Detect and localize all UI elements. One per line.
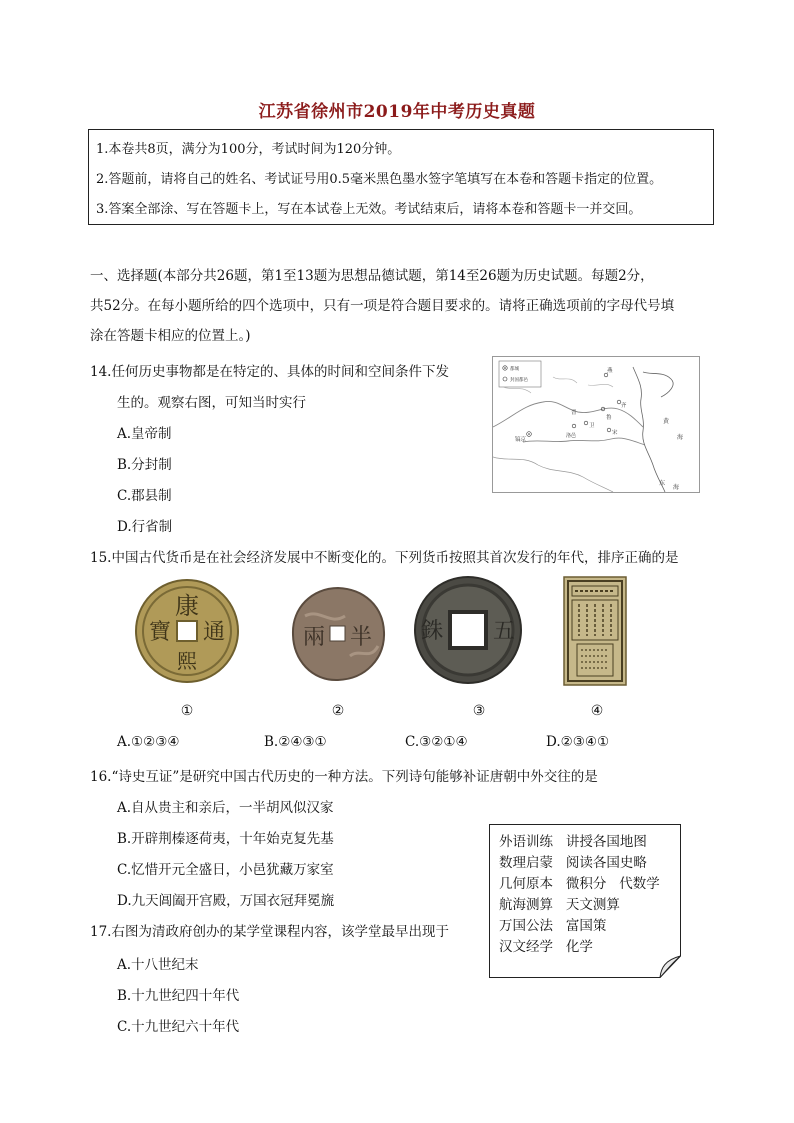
course-line-1: 外语训练 讲授各国地图	[499, 834, 647, 850]
notice-line-3: 3.答案全部涂、写在答题卡上，写在本试卷上无效。考试结束后，请将本卷和答题卡一并交回。	[96, 202, 642, 217]
map-drawing	[493, 357, 699, 492]
map-label-haojing: 镐京	[515, 437, 527, 443]
q15-option-d[interactable]: D.②③④①	[546, 734, 610, 750]
q14-option-c[interactable]: C.郡县制	[117, 488, 172, 504]
q15-stem: 15.中国古代货币是在社会经济发展中不断变化的。下列货币按照其首次发行的年代，排序正确的是	[90, 550, 679, 566]
q14-stem-line-2: 生的。观察右图，可知当时实行	[117, 395, 306, 411]
section-header-line-2: 共52分。在每小题所给的四个选项中，只有一项是符合题目要求的。请将正确选项前的字母代号填	[90, 298, 675, 314]
q15-option-a[interactable]: A.①②③④	[117, 734, 180, 750]
map-label-sea-2: 海	[673, 484, 680, 491]
notice-line-2: 2.答题前，请将自己的姓名、考试证号用0.5毫米黑色墨水签字笔填写在本卷和答题卡指定的位置。	[96, 172, 663, 187]
map-label-qi: 齐	[621, 403, 627, 409]
coin2-char-left: 兩	[302, 625, 326, 650]
q16-option-b[interactable]: B.开辟荆榛逐荷夷，十年始克复先基	[117, 831, 334, 847]
legend-capital: 都城	[510, 367, 519, 372]
q14-option-b[interactable]: B.分封制	[117, 457, 172, 473]
q16-option-d[interactable]: D.九天阊阖开宫殿，万国衣冠拜冕旒	[117, 893, 335, 909]
coin1-char-top: 康	[175, 592, 199, 620]
q17-option-a[interactable]: A.十八世纪末	[117, 957, 199, 973]
map-label-yan: 燕	[607, 368, 613, 374]
map-label-wei: 卫	[589, 423, 595, 429]
q16-option-c[interactable]: C.忆惜开元全盛日，小邑犹藏万家室	[117, 862, 334, 878]
coin-wuzhu-image	[412, 574, 524, 686]
map-label-lu: 鲁	[606, 415, 612, 421]
map-label-sea-1: 海	[677, 434, 684, 441]
curriculum-note	[489, 824, 681, 978]
coin1-char-right: 通	[202, 620, 226, 645]
coin2-char-right: 半	[349, 625, 373, 650]
western-zhou-map	[492, 356, 700, 493]
jiaozi-paper-money-image	[563, 576, 627, 686]
q16-option-a[interactable]: A.自从贵主和亲后，一半胡风似汉家	[117, 800, 334, 816]
course-line-2: 数理启蒙 阅读各国史略	[499, 855, 647, 871]
map-label-jin: 晋	[571, 410, 577, 416]
section-header-line-3: 涂在答题卡相应的位置上。)	[90, 328, 251, 344]
coin3-char-left: 銖	[420, 619, 444, 644]
course-line-3: 几何原本 微积分 代数学	[499, 876, 660, 892]
coin3-char-right: 五	[492, 619, 516, 644]
notice-box	[88, 129, 714, 225]
notice-line-1: 1.本卷共8页，满分为100分，考试时间为120分钟。	[96, 142, 401, 157]
legend-fief: 封国都邑	[510, 378, 528, 383]
q15-option-c[interactable]: C.③②①④	[405, 734, 468, 750]
course-line-6: 汉文经学 化学	[499, 939, 593, 955]
map-label-song: 宋	[612, 430, 618, 436]
coin1-char-bottom: 熙	[177, 649, 197, 673]
coin1-char-left: 寶	[148, 620, 172, 645]
coin-label-1: ①	[180, 703, 194, 719]
coin-kangxi-image	[134, 578, 240, 684]
q14-option-a[interactable]: A.皇帝制	[117, 426, 172, 442]
q17-option-b[interactable]: B.十九世纪四十年代	[117, 988, 240, 1004]
coin-label-4: ④	[590, 703, 604, 719]
coin-label-2: ②	[331, 703, 345, 719]
section-header-line-1: 一、选择题(本部分共26题，第1至13题为思想品德试题，第14至26题为历史试题。每题2分，	[90, 268, 654, 284]
coin-banliang-image	[290, 586, 386, 682]
map-label-yellow: 黄	[663, 418, 670, 425]
q17-option-c[interactable]: C.十九世纪六十年代	[117, 1019, 240, 1035]
q14-option-d[interactable]: D.行省制	[117, 519, 173, 535]
q15-option-b[interactable]: B.②④③①	[264, 734, 327, 750]
course-line-4: 航海测算 天文测算	[499, 897, 620, 913]
q17-stem: 17.右图为清政府创办的某学堂课程内容，该学堂最早出现于	[90, 924, 449, 940]
course-line-5: 万国公法 富国策	[499, 918, 607, 934]
map-label-luoyi: 洛邑	[566, 433, 577, 439]
q14-stem-line-1: 14.任何历史事物都是在特定的、具体的时间和空间条件下发	[90, 364, 449, 380]
map-label-east: 东	[659, 480, 666, 487]
page-title: 江苏省徐州市2019年中考历史真题	[258, 102, 536, 122]
coin-label-3: ③	[472, 703, 486, 719]
q16-stem: 16.“诗史互证”是研究中国古代历史的一种方法。下列诗句能够补证唐朝中外交往的是	[90, 769, 598, 785]
map-legend-box	[499, 361, 541, 387]
